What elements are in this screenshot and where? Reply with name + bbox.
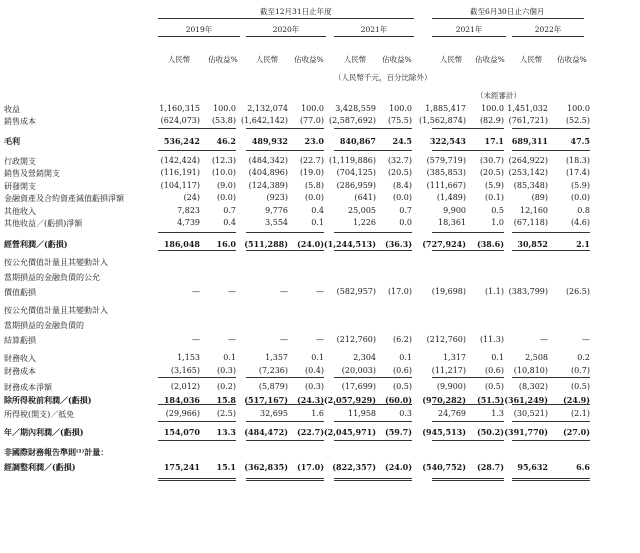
row-value: (24)	[183, 193, 200, 202]
row-value: (30.7)	[479, 156, 504, 165]
row-value: (0.3)	[305, 382, 324, 391]
row-value: (7,236)	[258, 366, 288, 375]
subtotal-rule	[334, 404, 412, 405]
row-value: (53.8)	[211, 116, 236, 125]
subtotal-rule	[512, 128, 590, 129]
subtotal-rule	[512, 232, 590, 233]
year-2020: 2020年	[272, 25, 300, 34]
sub-pct-4: 佔收益%	[475, 55, 505, 64]
subtotal-rule	[512, 440, 590, 441]
row-label: 研發開支	[4, 182, 36, 191]
period-fy-label: 截至12月31日止年度	[260, 7, 332, 16]
row-value: (362,835)	[244, 462, 288, 472]
sub-rmb-3: 人民幣	[343, 55, 367, 64]
row-value: (0.0)	[217, 193, 236, 202]
total-double-rule	[432, 478, 504, 479]
row-value: 0.3	[399, 409, 412, 418]
row-value: 24.5	[392, 136, 412, 146]
row-value: (36.3)	[384, 239, 412, 249]
subtotal-rule	[246, 150, 324, 151]
row-value: (540,752)	[422, 462, 466, 472]
year-rule-2	[246, 36, 326, 37]
total-double-rule	[246, 478, 324, 479]
row-label: 按公允價值計量且其變動計入	[4, 258, 108, 267]
year-2022-six: 2022年	[534, 25, 562, 34]
row-value: (27.0)	[562, 427, 590, 437]
subtotal-rule	[246, 421, 324, 422]
row-label: 年／期內利潤／(虧損)	[4, 427, 84, 437]
year-2021-fy: 2021年	[360, 25, 388, 34]
year-rule-3	[334, 36, 414, 37]
row-value: (0.5)	[393, 382, 412, 391]
row-value: 1,357	[265, 353, 288, 362]
row-value: (24.9)	[562, 395, 590, 405]
row-value: (404,896)	[248, 168, 288, 177]
row-value: (9.0)	[217, 181, 236, 190]
row-value: (641)	[354, 193, 376, 202]
row-value: (0.0)	[393, 193, 412, 202]
subtotal-rule	[432, 421, 504, 422]
row-value: (970,282)	[422, 395, 466, 405]
subtotal-rule	[512, 377, 590, 378]
unit-note: （人民幣千元，百分比除外）	[334, 73, 432, 82]
row-value: (517,167)	[244, 395, 288, 405]
row-value: (727,924)	[422, 239, 466, 249]
row-value: (11,217)	[431, 366, 466, 375]
row-value: (0.7)	[571, 366, 590, 375]
row-value: 1.6	[311, 409, 324, 418]
subtotal-rule	[246, 377, 324, 378]
row-value: (2,587,692)	[329, 116, 376, 125]
subtotal-rule	[432, 404, 504, 405]
row-value: (0.5)	[485, 382, 504, 391]
row-value: (0.0)	[571, 193, 590, 202]
row-label: 財務成本淨額	[4, 383, 52, 392]
row-value: (212,760)	[336, 335, 376, 344]
row-value: 0.8	[577, 206, 590, 215]
row-value: (923)	[266, 193, 288, 202]
row-value: 1,451,032	[507, 104, 548, 113]
row-value: 3,428,559	[335, 104, 376, 113]
row-value: (111,667)	[426, 181, 466, 190]
subtotal-rule	[512, 421, 590, 422]
sub-pct-5: 佔收益%	[557, 55, 587, 64]
row-value: (19.0)	[299, 168, 324, 177]
row-value: (0.6)	[485, 366, 504, 375]
row-value: 2,132,074	[247, 104, 288, 113]
row-value: (0.2)	[217, 382, 236, 391]
row-value: 24,769	[438, 409, 466, 418]
row-value: (51.5)	[476, 395, 504, 405]
row-value: 0.5	[491, 206, 504, 215]
subtotal-rule	[158, 128, 236, 129]
subtotal-rule	[158, 150, 236, 151]
row-value: 95,632	[517, 462, 548, 472]
row-label: 當期損益的金融負債的公允	[4, 273, 100, 282]
row-value: 0.1	[311, 218, 324, 227]
row-value: 16.0	[216, 239, 236, 249]
row-value: (11.3)	[479, 335, 504, 344]
row-value: —	[192, 287, 200, 296]
row-label: 非國際財務報告準則⁽¹⁾計量：	[4, 447, 109, 457]
subtotal-rule	[432, 440, 504, 441]
row-value: (579,719)	[426, 156, 466, 165]
row-value: 25,005	[348, 206, 376, 215]
subtotal-rule	[432, 250, 504, 251]
year-rule-1	[158, 36, 240, 37]
row-value: 0.4	[311, 206, 324, 215]
total-double-rule	[512, 478, 590, 479]
row-label: 所得稅(開支)／抵免	[4, 410, 75, 419]
sub-rmb-2: 人民幣	[255, 55, 279, 64]
row-value: 184,036	[163, 395, 200, 405]
row-value: 0.1	[491, 353, 504, 362]
row-value: (0.0)	[305, 193, 324, 202]
row-value: (10.0)	[211, 168, 236, 177]
row-value: (17.0)	[296, 462, 324, 472]
total-double-rule	[512, 480, 590, 481]
row-value: 11,958	[348, 409, 376, 418]
row-value: (2,012)	[170, 382, 200, 391]
row-label: 經營利潤／(虧損)	[4, 239, 68, 249]
subtotal-rule	[246, 128, 324, 129]
subtotal-rule	[334, 440, 412, 441]
row-value: 9,900	[443, 206, 466, 215]
row-value: (52.5)	[565, 116, 590, 125]
row-value: (2.5)	[217, 409, 236, 418]
year-rule-4	[432, 36, 506, 37]
row-value: 0.7	[399, 206, 412, 215]
row-value: (383,799)	[508, 287, 548, 296]
total-double-rule	[158, 478, 236, 479]
sub-rmb-5: 人民幣	[519, 55, 543, 64]
row-value: 12,160	[520, 206, 548, 215]
row-value: (0.1)	[485, 193, 504, 202]
row-value: (20.5)	[479, 168, 504, 177]
sub-rmb-4: 人民幣	[439, 55, 463, 64]
row-value: 0.0	[399, 218, 412, 227]
row-value: (704,125)	[336, 168, 376, 177]
subtotal-rule	[158, 440, 236, 441]
row-value: (8.4)	[393, 181, 412, 190]
row-value: 46.2	[216, 136, 236, 146]
row-label: 金融資產及合約資產減值虧損淨額	[4, 194, 124, 203]
row-value: —	[540, 335, 548, 344]
subtotal-rule	[334, 250, 412, 251]
row-value: (50.2)	[476, 427, 504, 437]
subtotal-rule	[158, 377, 236, 378]
row-value: (3,165)	[170, 366, 200, 375]
row-label: 其他收益／(虧損)淨額	[4, 219, 83, 228]
row-value: (484,342)	[248, 156, 288, 165]
row-value: —	[316, 287, 324, 296]
row-value: 1,160,315	[159, 104, 200, 113]
row-value: 0.1	[223, 353, 236, 362]
subtotal-rule	[246, 232, 324, 233]
row-label: 行政開支	[4, 157, 36, 166]
subtotal-rule	[512, 250, 590, 251]
row-value: (5.9)	[571, 181, 590, 190]
row-value: 9,776	[265, 206, 288, 215]
row-value: (286,959)	[336, 181, 376, 190]
row-value: (5.8)	[305, 181, 324, 190]
row-value: (761,721)	[508, 116, 548, 125]
row-value: (59.7)	[384, 427, 412, 437]
row-value: 7,823	[177, 206, 200, 215]
row-value: (0.4)	[305, 366, 324, 375]
row-value: 6.6	[576, 462, 590, 472]
row-value: (20.5)	[387, 168, 412, 177]
row-value: 1,226	[353, 218, 376, 227]
row-value: —	[228, 335, 236, 344]
row-value: —	[316, 335, 324, 344]
row-value: 0.7	[223, 206, 236, 215]
row-value: 100.0	[213, 104, 236, 113]
subtotal-rule	[246, 440, 324, 441]
subtotal-rule	[158, 250, 236, 251]
row-value: 3,554	[265, 218, 288, 227]
row-value: (89)	[531, 193, 548, 202]
subtotal-rule	[432, 377, 504, 378]
row-value: —	[582, 335, 590, 344]
subtotal-rule	[246, 250, 324, 251]
row-value: 13.3	[216, 427, 236, 437]
row-value: (30,521)	[513, 409, 548, 418]
subtotal-rule	[158, 232, 236, 233]
row-value: 23.0	[304, 136, 324, 146]
subtotal-rule	[334, 128, 412, 129]
row-value: (32.7)	[387, 156, 412, 165]
row-value: (75.5)	[387, 116, 412, 125]
row-value: (24.0)	[296, 239, 324, 249]
row-value: —	[192, 335, 200, 344]
row-label: 財務收入	[4, 354, 36, 363]
row-value: (582,957)	[336, 287, 376, 296]
row-value: (82.9)	[479, 116, 504, 125]
row-value: 1,153	[177, 353, 200, 362]
row-value: (116,191)	[160, 168, 200, 177]
row-value: 100.0	[301, 104, 324, 113]
row-value: (10,810)	[513, 366, 548, 375]
row-value: 100.0	[481, 104, 504, 113]
row-label: 價值虧損	[4, 288, 36, 297]
row-value: (511,288)	[244, 239, 288, 249]
row-value: (0.5)	[571, 382, 590, 391]
total-double-rule	[246, 480, 324, 481]
row-label: 結算虧損	[4, 336, 36, 345]
subtotal-rule	[512, 150, 590, 151]
row-value: 47.5	[570, 136, 590, 146]
row-label: 收益	[4, 105, 20, 114]
row-value: 0.4	[223, 218, 236, 227]
row-value: (945,513)	[422, 427, 466, 437]
subtotal-rule	[158, 421, 236, 422]
unaudited-note: （未經審計）	[476, 91, 521, 100]
row-value: 154,070	[163, 427, 200, 437]
total-double-rule	[158, 480, 236, 481]
row-value: (8,302)	[518, 382, 548, 391]
row-value: (624,073)	[160, 116, 200, 125]
row-value: (4.6)	[571, 218, 590, 227]
row-value: 186,048	[163, 239, 200, 249]
row-value: 2,508	[525, 353, 548, 362]
row-value: 322,543	[429, 136, 466, 146]
subtotal-rule	[334, 232, 412, 233]
total-double-rule	[334, 480, 412, 481]
row-value: (29,966)	[165, 409, 200, 418]
row-value: (5,879)	[258, 382, 288, 391]
row-value: (24.0)	[384, 462, 412, 472]
row-value: (22.7)	[299, 156, 324, 165]
row-value: (24.3)	[296, 395, 324, 405]
subtotal-rule	[432, 128, 504, 129]
year-2021-six: 2021年	[455, 25, 483, 34]
sub-pct-1: 佔收益%	[208, 55, 238, 64]
row-value: 840,867	[339, 136, 376, 146]
row-value: 100.0	[567, 104, 590, 113]
row-value: (361,249)	[504, 395, 548, 405]
row-value: 30,852	[517, 239, 548, 249]
row-value: (1,489)	[436, 193, 466, 202]
sub-rmb-1: 人民幣	[167, 55, 191, 64]
row-value: 1,885,417	[425, 104, 466, 113]
row-label: 毛利	[4, 136, 20, 146]
sub-pct-2: 佔收益%	[294, 55, 324, 64]
year-2019: 2019年	[185, 25, 213, 34]
row-value: (18.3)	[565, 156, 590, 165]
row-label: 當期損益的金融負債的	[4, 321, 84, 330]
row-value: (1,244,513)	[323, 239, 376, 249]
row-value: (77.0)	[299, 116, 324, 125]
subtotal-rule	[432, 232, 504, 233]
row-label: 按公允價值計量且其變動計入	[4, 306, 108, 315]
row-value: (391,770)	[504, 427, 548, 437]
row-value: (1,642,142)	[241, 116, 288, 125]
row-value: 2.1	[576, 239, 590, 249]
row-value: 17.1	[484, 136, 504, 146]
row-value: (17.0)	[387, 287, 412, 296]
row-value: (385,853)	[426, 168, 466, 177]
row-label: 財務成本	[4, 367, 36, 376]
sub-pct-3: 佔收益%	[382, 55, 412, 64]
row-value: 1.0	[491, 218, 504, 227]
row-value: (1,119,886)	[329, 156, 376, 165]
row-value: (822,357)	[332, 462, 376, 472]
row-value: (2,057,929)	[323, 395, 376, 405]
row-label: 經調整利潤／(虧損)	[4, 462, 76, 472]
row-value: (0.6)	[393, 366, 412, 375]
row-value: 0.1	[399, 353, 412, 362]
row-value: (85,348)	[513, 181, 548, 190]
row-value: (264,922)	[508, 156, 548, 165]
row-value: (2,045,971)	[323, 427, 376, 437]
period-six-label: 截至6月30日止六個月	[470, 7, 545, 16]
row-value: 100.0	[389, 104, 412, 113]
row-label: 銷售成本	[4, 117, 36, 126]
row-value: 18,361	[438, 218, 466, 227]
subtotal-rule	[432, 150, 504, 151]
row-value: (20,003)	[341, 366, 376, 375]
row-value: (0.3)	[217, 366, 236, 375]
row-label: 其他收入	[4, 207, 36, 216]
row-label: 銷售及營銷開支	[4, 169, 60, 178]
row-value: 689,311	[511, 136, 548, 146]
row-value: —	[228, 287, 236, 296]
row-value: —	[280, 287, 288, 296]
row-value: (60.0)	[384, 395, 412, 405]
row-value: (142,424)	[160, 156, 200, 165]
row-value: 175,241	[163, 462, 200, 472]
subtotal-rule	[512, 404, 590, 405]
total-double-rule	[334, 478, 412, 479]
subtotal-rule	[158, 404, 236, 405]
row-value: (6.2)	[393, 335, 412, 344]
row-value: (28.7)	[476, 462, 504, 472]
row-value: 15.1	[216, 462, 236, 472]
row-value: (104,117)	[160, 181, 200, 190]
row-value: (124,389)	[248, 181, 288, 190]
row-value: 4,739	[177, 218, 200, 227]
row-value: (26.5)	[565, 287, 590, 296]
row-value: (5.9)	[485, 181, 504, 190]
row-value: (1.1)	[485, 287, 504, 296]
row-value: —	[280, 335, 288, 344]
row-value: (2.1)	[571, 409, 590, 418]
row-value: (67,118)	[513, 218, 548, 227]
row-value: 536,242	[163, 136, 200, 146]
row-value: (19,698)	[431, 287, 466, 296]
period-six-rule	[432, 18, 584, 19]
row-value: (17.4)	[565, 168, 590, 177]
row-value: (12.3)	[211, 156, 236, 165]
row-value: 2,304	[353, 353, 376, 362]
row-value: (22.7)	[296, 427, 324, 437]
subtotal-rule	[334, 150, 412, 151]
row-value: (9,900)	[436, 382, 466, 391]
row-value: 1.3	[491, 409, 504, 418]
row-value: 1,317	[443, 353, 466, 362]
subtotal-rule	[246, 404, 324, 405]
year-rule-5	[512, 36, 584, 37]
subtotal-rule	[334, 421, 412, 422]
row-value: (17,699)	[341, 382, 376, 391]
row-value: 32,695	[260, 409, 288, 418]
row-value: (484,472)	[244, 427, 288, 437]
total-double-rule	[432, 480, 504, 481]
row-value: 0.1	[311, 353, 324, 362]
row-value: 15.8	[216, 395, 236, 405]
subtotal-rule	[334, 377, 412, 378]
row-value: (38.6)	[476, 239, 504, 249]
row-value: (1,562,874)	[419, 116, 466, 125]
row-label: 除所得稅前利潤／(虧損)	[4, 395, 92, 405]
row-value: (253,142)	[508, 168, 548, 177]
row-value: (212,760)	[426, 335, 466, 344]
row-value: 489,932	[251, 136, 288, 146]
row-value: 0.2	[577, 353, 590, 362]
period-fy-rule	[158, 18, 414, 19]
